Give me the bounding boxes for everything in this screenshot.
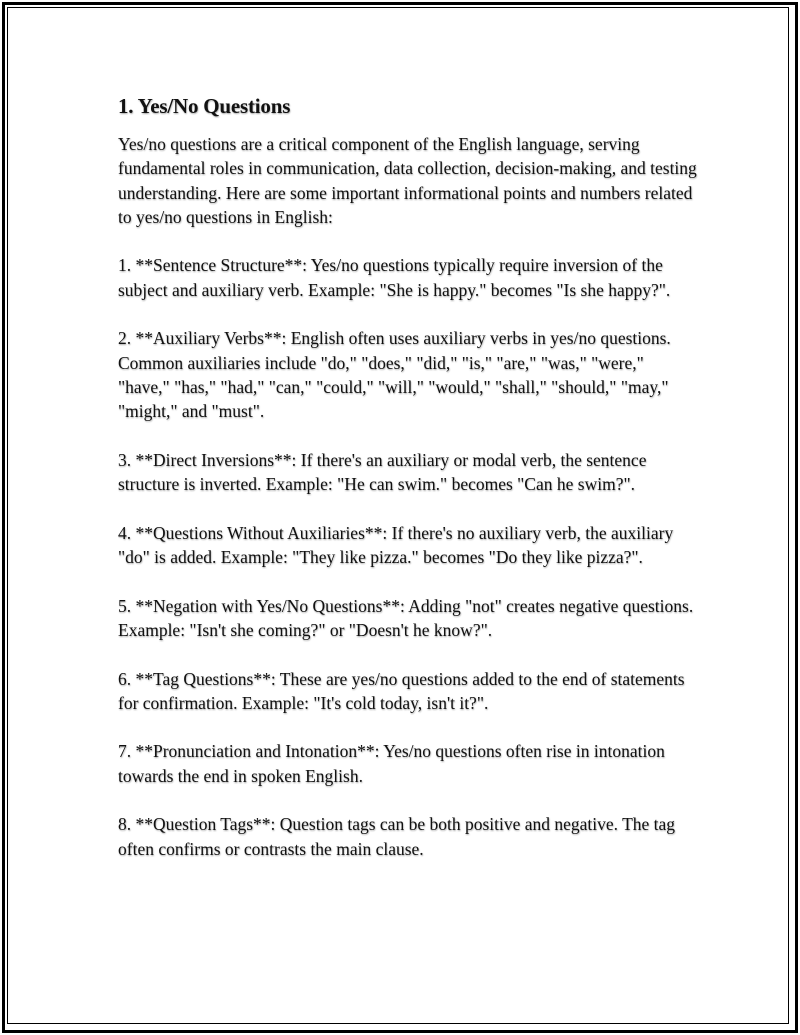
point-question-tags: 8. **Question Tags**: Question tags can be both positive and negative. The tag often confirms or contrasts the main clause. [118,814,676,859]
point-pronunciation-intonation: 7. **Pronunciation and Intonation**: Yes/no questions often rise in intonation towards the end in spoken English. [118,741,665,786]
point-negation: 5. **Negation with Yes/No Questions**: Adding "not" creates negative questions. Example: "Isn't she coming?" or "Doesn't he know?". [118,595,694,640]
document-body [118,92,698,885]
point-tag-questions: 6. **Tag Questions**: These are yes/no questions added to the end of statements for confirmation. Example: "It's cold today, isn't it?". [118,668,685,713]
point-sentence-structure: 1. **Sentence Structure**: Yes/no questions typically require inversion of the subject and auxiliary verb. Example: "She is happy." becomes "Is she happy?". [118,255,671,300]
point-auxiliary-verbs: 2. **Auxiliary Verbs**: English often uses auxiliary verbs in yes/no questions. Common auxiliaries include "do," "does," "did," "is," "are," "was," "were," "have," "has," "had," "can," "could," "will," "would," "shall," "should," "may," "might," and "must". [118,328,671,422]
point-questions-without-auxiliaries: 4. **Questions Without Auxiliaries**: If there's no auxiliary verb, the auxiliary "do" is added. Example: "They like pizza." becomes "Do they like pizza?". [118,522,674,568]
section-heading: 1. Yes/No Questions [118,94,291,118]
intro-paragraph: Yes/no questions are a critical component of the English language, serving fundamental roles in communication, data collection, decision-making, and testing understanding. Here are some important informational points and numbers related to yes/no questions in English: [118,134,697,227]
point-direct-inversions: 3. **Direct Inversions**: If there's an auxiliary or modal verb, the sentence structure is inverted. Example: "He can swim." becomes "Can he swim?". [118,449,647,495]
